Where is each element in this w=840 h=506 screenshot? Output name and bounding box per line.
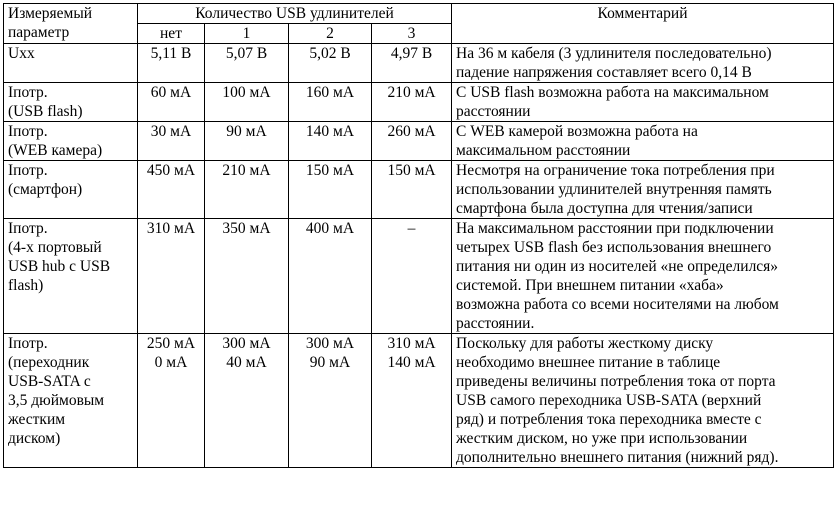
table-row (4, 83, 834, 122)
comment-line: дополнительно внешнего питания (нижний ряд). (456, 449, 779, 466)
comment-cell (452, 83, 834, 122)
value-cell (372, 219, 452, 334)
value-line: 450 мА (146, 162, 196, 179)
comment-line: падение напряжения составляет всего 0,14 В (456, 64, 752, 81)
comment-line: использовании удлинителей внутренняя память (456, 181, 772, 198)
value-cell (289, 219, 372, 334)
param-line: диском) (8, 430, 61, 447)
comment-line: С WEB камерой возможна работа на (456, 123, 698, 140)
value-cell (372, 161, 452, 219)
comment-line: максимальном расстоянии (456, 142, 631, 159)
measurement-table (3, 3, 834, 468)
value-line: 160 мА (305, 84, 355, 101)
param-line: Iпотр. (8, 220, 48, 237)
header-comment-cell: Комментарий (452, 4, 834, 44)
value-line: 300 мА (222, 335, 271, 352)
comment-line: расстоянии (456, 103, 531, 120)
param-line: Iпотр. (8, 123, 48, 140)
value-cell (205, 219, 289, 334)
value-line: 40 мА (226, 354, 267, 371)
param-line: USB hub с USB (8, 258, 111, 275)
param-line: жестким (8, 411, 66, 428)
header-col-none: нет (138, 24, 205, 44)
comment-cell (452, 334, 834, 468)
comment-line: Поскольку для работы жесткому диску (456, 335, 714, 352)
comment-cell (452, 219, 834, 334)
value-line: 90 мА (309, 354, 351, 371)
param-cell (4, 219, 138, 334)
value-line: 4,97 В (390, 45, 433, 62)
comment-cell (452, 44, 834, 83)
value-cell (372, 83, 452, 122)
table-row (4, 219, 834, 334)
param-line: (4-х портовый (8, 239, 102, 256)
header-param-line-1: Измеряемый (8, 5, 93, 22)
param-line: flash) (8, 277, 44, 294)
value-cell (138, 122, 205, 161)
table-row (4, 161, 834, 219)
value-line: 310 мА (387, 335, 436, 352)
param-line: Iпотр. (8, 335, 48, 352)
value-line: 300 мА (305, 335, 355, 352)
value-cell (372, 122, 452, 161)
value-line: 400 мА (305, 220, 355, 237)
comment-line: На 36 м кабеля (3 удлинителя последовательно) (456, 45, 772, 62)
value-cell (372, 334, 452, 468)
param-cell (4, 83, 138, 122)
param-line: (переходник (8, 354, 90, 371)
comment-line: Несмотря на ограничение тока потребления при (456, 162, 775, 179)
value-cell (205, 334, 289, 468)
value-cell (289, 122, 372, 161)
table-row (4, 44, 834, 83)
comment-cell (452, 122, 834, 161)
header-col-3: 3 (372, 24, 452, 44)
value-cell (289, 44, 372, 83)
header-col-1: 1 (205, 24, 289, 44)
value-cell (138, 83, 205, 122)
comment-line: системой. При внешнем питании «хаба» (456, 277, 724, 294)
value-cell (205, 122, 289, 161)
param-line: USB-SATA с (8, 373, 91, 390)
comment-line: четырех USB flash без использования внешнего (456, 239, 772, 256)
comment-line: ряд) и потребления тока переходника вместе с (456, 411, 762, 428)
header-param-cell (4, 4, 138, 44)
value-line: 5,02 В (309, 45, 351, 62)
value-line: 260 мА (387, 123, 436, 140)
value-line: 350 мА (222, 220, 271, 237)
param-line: (смартфон) (8, 181, 83, 198)
param-cell (4, 334, 138, 468)
header-param-line-2: параметр (8, 24, 70, 41)
comment-line: С USB flash возможна работа на максимальном (456, 84, 769, 101)
param-line: (WEB камера) (8, 142, 103, 159)
value-cell (205, 161, 289, 219)
comment-line: возможна работа со всеми носителями на любом (456, 296, 779, 313)
param-line: Uхх (8, 45, 35, 62)
value-cell (289, 83, 372, 122)
param-line: 3,5 дюймовым (8, 392, 105, 409)
value-cell (138, 334, 205, 468)
value-cell (372, 44, 452, 83)
value-line: 140 мА (305, 123, 355, 140)
comment-line: приведены величины потребления тока от порта (456, 373, 776, 390)
value-cell (205, 44, 289, 83)
value-line: 100 мА (222, 84, 271, 101)
param-line: Iпотр. (8, 162, 48, 179)
header-count-cell: Количество USB удлинителей (138, 4, 452, 24)
value-cell (138, 161, 205, 219)
comment-line: жестким диском, но уже при использовании (456, 430, 748, 447)
comment-line: USB самого переходника USB-SATA (верхний (456, 392, 762, 409)
comment-line: смартфона была доступна для чтения/записи (456, 200, 753, 217)
value-line: 0 мА (154, 354, 188, 371)
value-line: 5,07 В (225, 45, 268, 62)
param-line: (USB flash) (8, 103, 83, 120)
value-line: 210 мА (222, 162, 271, 179)
comment-line: питания ни один из носителей «не определился» (456, 258, 779, 275)
value-line: 140 мА (387, 354, 436, 371)
comment-line: необходимо внешнее питание в таблице (456, 354, 721, 371)
value-line: 250 мА (146, 335, 196, 352)
value-line: 90 мА (226, 123, 267, 140)
table-row (4, 334, 834, 468)
param-cell (4, 122, 138, 161)
value-cell (138, 219, 205, 334)
value-line: 150 мА (305, 162, 355, 179)
value-line: 210 мА (387, 84, 436, 101)
param-line: Iпотр. (8, 84, 48, 101)
param-cell (4, 161, 138, 219)
table-row (4, 122, 834, 161)
param-cell (4, 44, 138, 83)
value-cell (289, 334, 372, 468)
value-cell (205, 83, 289, 122)
value-line: 60 мА (150, 84, 192, 101)
header-row-1 (4, 4, 834, 24)
value-line: 30 мА (150, 123, 192, 140)
value-line: 310 мА (146, 220, 196, 237)
comment-line: расстоянии. (456, 315, 535, 332)
value-line: 5,11 В (150, 45, 192, 62)
value-line: – (407, 220, 416, 237)
comment-line: На максимальном расстоянии при подключении (456, 220, 774, 237)
header-col-2: 2 (289, 24, 372, 44)
value-line: 150 мА (387, 162, 436, 179)
value-cell (138, 44, 205, 83)
comment-cell (452, 161, 834, 219)
value-cell (289, 161, 372, 219)
